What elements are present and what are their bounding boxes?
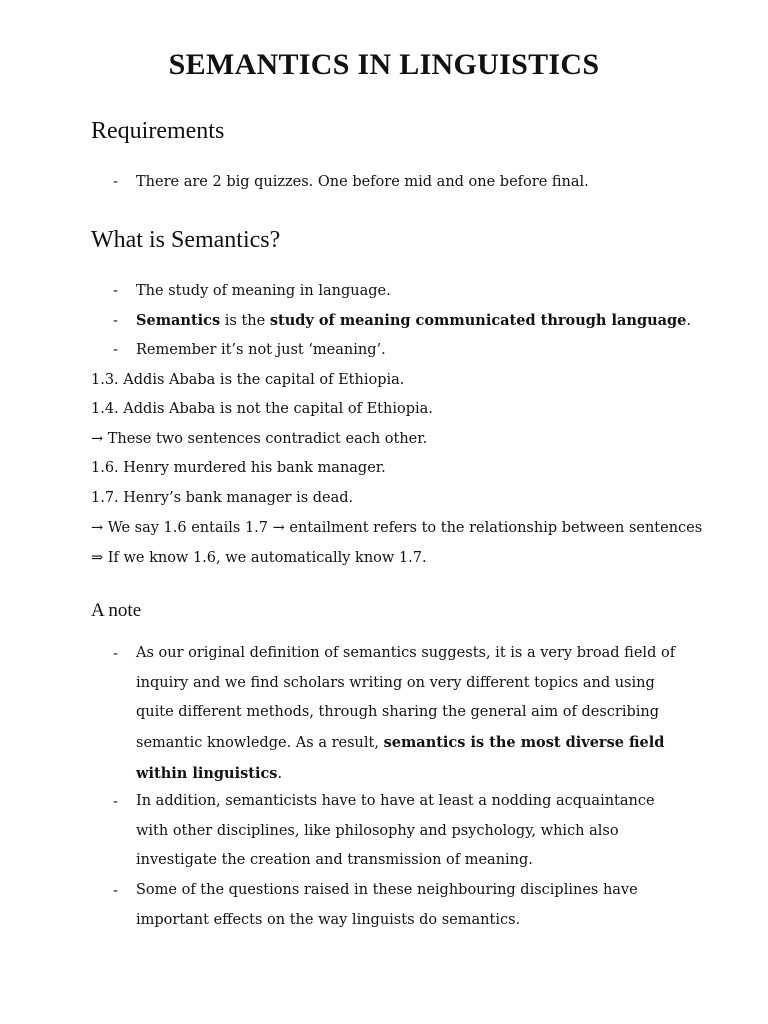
bold-phrase: semantics is the most diverse field within linguistics xyxy=(136,734,665,782)
bold-phrase: study of meaning communicated through language xyxy=(269,312,687,329)
bullet-marker: - xyxy=(113,313,118,329)
note-item-1 xyxy=(136,639,681,790)
text-span: As our original definition of semantics suggests, it is a very broad field of inquiry and we find scholars writing on very different topics and using quite different methods, through sharing the general aim of describing semantic knowledge. As a result, xyxy=(136,645,676,752)
example-line: → We say 1.6 entails 1.7 → entailment refers to the relationship between sentences xyxy=(91,520,703,536)
bullet-marker: - xyxy=(113,646,118,662)
example-line: 1.6. Henry murdered his bank manager. xyxy=(91,460,386,476)
text-span: . xyxy=(686,313,691,329)
text-span: . xyxy=(277,765,283,782)
definition-item-3: Remember it’s not just ‘meaning’. xyxy=(136,342,386,358)
bullet-marker: - xyxy=(113,794,118,810)
definition-item-2 xyxy=(136,311,691,331)
example-line: → These two sentences contradict each other. xyxy=(91,431,428,447)
bullet-marker: - xyxy=(113,174,118,190)
note-item-2: In addition, semanticists have to have at least a nodding acquaintance with other disciplines, like philosophy and psychology, which also investigate the creation and transmission of meaning. xyxy=(136,793,655,869)
bullet-marker: - xyxy=(113,883,118,899)
bullet-marker: - xyxy=(113,283,118,299)
example-line: 1.4. Addis Ababa is not the capital of Ethiopia. xyxy=(91,401,433,417)
heading-a-note: A note xyxy=(91,600,142,621)
example-line: 1.7. Henry’s bank manager is dead. xyxy=(91,490,354,506)
example-line: 1.3. Addis Ababa is the capital of Ethiopia. xyxy=(91,372,405,388)
text-span: is the xyxy=(220,313,270,329)
bullet-marker: - xyxy=(113,342,118,358)
definition-item-1: The study of meaning in language. xyxy=(136,283,391,299)
heading-requirements: Requirements xyxy=(91,118,225,144)
document-title: SEMANTICS IN LINGUISTICS xyxy=(168,48,600,81)
bold-term: Semantics xyxy=(136,312,221,329)
note-item-3: Some of the questions raised in these neighbouring disciplines have important effects on the way linguists do semantics. xyxy=(136,882,638,928)
heading-what-is-semantics: What is Semantics? xyxy=(91,227,281,253)
example-line: ⇒ If we know 1.6, we automatically know 1.7. xyxy=(91,550,427,566)
requirements-item: There are 2 big quizzes. One before mid and one before final. xyxy=(136,174,589,190)
